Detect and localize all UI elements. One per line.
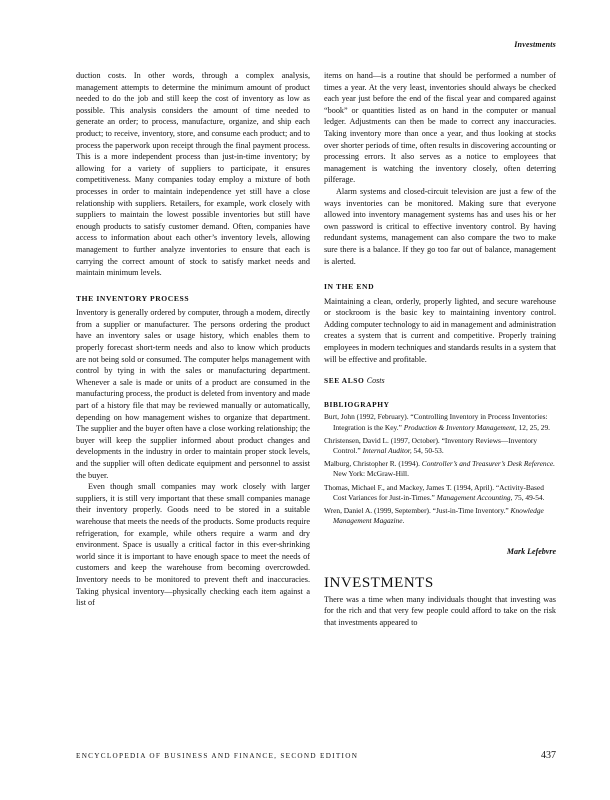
bibliography-entry: Wren, Daniel A. (1999, September). “Just-in-Time Inventory.” Knowledge Management Magazine. [324, 506, 544, 526]
right-column [324, 70, 556, 628]
paragraph: duction costs. In other words, through a complex analysis, management attempts to determine the minimum amount of product needed to do the job and still keep the cost of inventory as low as possible. This analysis considers the amount of time needed to generate an order; to process, manufacture, organize, and ship each product; to receive, inventory, store, and consume each product; and to process the paperwork upon receipt through the final payment process. This is a more independent process than just-in-time inventory; by allowing for a variety of suppliers to participate, it ensures competitiveness. Many companies today employ a mixture of both processes in order to maintain independence yet still have a close relationship with suppliers. Retailers, for example, work closely with suppliers to maintain the lowest possible inventories but still have enough products to satisfy customer demand. Often, companies have access to information about each other’s inventory levels, allowing management to further analyze inventories to ensure that each is carrying the correct amount of stock to satisfy market needs and maintain minimum levels. [76, 71, 310, 278]
section-heading-in-the-end: IN THE END [324, 282, 375, 292]
publication-title: ENCYCLOPEDIA OF BUSINESS AND FINANCE, SECOND EDITION [76, 752, 359, 760]
bibliography-entry: Thomas, Michael F., and Mackey, James T. (1994, April). “Activity-Based Cost Variances for Just-in-Times.” Management Accounting, 75, 49-54. [324, 482, 545, 502]
paragraph: Maintaining a clean, orderly, properly lighted, and secure warehouse or stockroom is the basic key to maintaining inventory control. Adding computer technology to aid in management and administration creates a system that is current and competitive. Properly training employees in modern techniques and standards results in a system that will be effective and profitable. [324, 296, 556, 364]
see-also-link[interactable]: Costs [366, 376, 385, 386]
see-also [324, 375, 556, 387]
bibliography-entry: Malburg, Christopher R. (1994). Controller’s and Treasurer’s Desk Reference. New York: McGraw-Hill. [324, 459, 556, 479]
paragraph: Alarm systems and closed-circuit television are just a few of the ways inventories can be monitored. Making sure that everyone allowed into inventory management systems has and uses his or her own password is critical to effective inventory control. By having redundant systems, management can also compare the two to make sure there is a balance. If they go too far out of balance, management is alerted. [324, 186, 556, 266]
paragraph: items on hand—is a routine that should be performed a number of times a year. At the very least, inventories should always be checked each year just before the end of the fiscal year and compared against “book” or quantities listed as on hand in the computer or manual ledger. Adjustments can then be made to correct any inaccuracies. Taking inventory more than once a year, and thus looking at stocks over shorter periods of time, often results in discovering accounting or processing errors. It also serves as a notice to employees that management is watching the inventory closely, often deterring pilferage. [324, 71, 556, 185]
bibliography-entry: Christensen, David L. (1997, October). “Inventory Reviews—Inventory Control.” Internal Auditor, 54, 50-53. [324, 435, 538, 456]
page-footer [76, 750, 556, 762]
article-author: Mark Lefebvre [506, 547, 556, 557]
entry-title-investments: INVESTMENTS [324, 575, 434, 592]
see-also-label: SEE ALSO [324, 376, 365, 386]
paragraph: Inventory is generally ordered by computer, through a modem, directly from a supplier or manufacturer. The persons ordering the product have an inventory sales or usage history, which enables them to properly forecast short-term needs and also to know which products are not being sold or consumed. The computer helps management with control by tying in with the sales or manufacturing department. Whenever a sale is made or units of a product are consumed in the manufacturing process, the product is deleted from inventory and made part of a history file that may be reviewed manually or automatically, depending on how management wishes to organize that department. The supplier and the buyer often have a close working relationship; the buyer will keep the supplier informed about product changes and developments in the industry in order to maintain proper stock levels, and the supplier will often dedicate equipment and personnel to assist the buyer. [76, 308, 310, 480]
bibliography-entry: Burt, John (1992, February). “Controlling Inventory in Process Inventories: Integration is the Key.” Production & Inventory Management, 12, 25, 29. [324, 412, 551, 432]
bibliography-heading: BIBLIOGRAPHY [324, 399, 390, 409]
running-head: Investments [514, 40, 556, 49]
paragraph: There was a time when many individuals thought that investing was for the rich and that very few people could afford to take on the risk that investments appeared to [324, 594, 556, 627]
left-column [76, 70, 310, 609]
page-number: 437 [541, 750, 556, 761]
paragraph: Even though small companies may work closely with larger suppliers, it is still very important that these small companies manage their inventory properly. Goods need to be stored in a suitable warehouse that meets the needs of the products. Some products require refrigeration, for example, while others require a warm and dry environment. Space is usually a critical factor in this ever-shrinking world since it is important to have enough space to meet the needs of customers and keep the warehouse from becoming overcrowded. Inventory needs to be monitored to prevent theft and inaccuracies. Taking physical inventory—physically checking each item against a list of [76, 482, 310, 608]
bibliography-list [324, 412, 556, 526]
section-heading-inventory-process: THE INVENTORY PROCESS [76, 293, 190, 303]
